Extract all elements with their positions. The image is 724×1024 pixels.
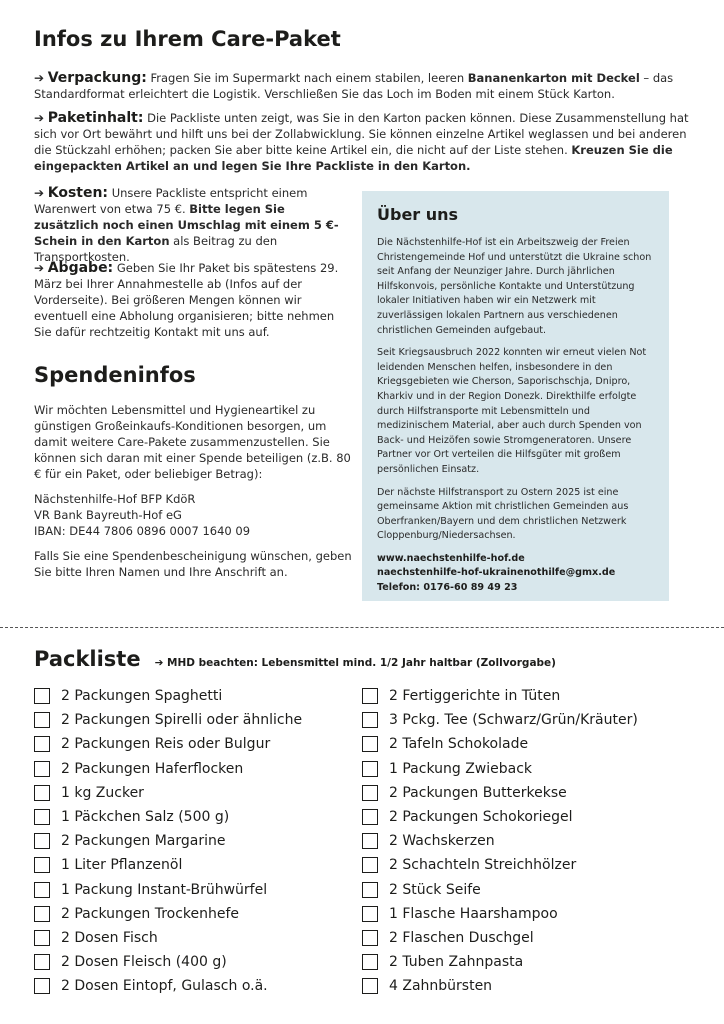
bank-iban: IBAN: DE44 7806 0896 0007 1640 09 xyxy=(34,524,251,538)
checklist-item[interactable] xyxy=(362,805,638,829)
checklist-item[interactable] xyxy=(362,708,638,732)
email-link[interactable]: naechstenhilfe-hof-ukrainenothilfe@gmx.de xyxy=(377,567,616,579)
checklist-item-label: 2 Packungen Reis oder Bulgur xyxy=(61,736,271,753)
checkbox[interactable] xyxy=(362,688,378,704)
contact-block xyxy=(377,552,655,596)
checkbox[interactable] xyxy=(362,906,378,922)
checklist-item-label: 2 Packungen Schokoriegel xyxy=(389,809,573,826)
checklist-left xyxy=(34,684,302,998)
verpackung-text1: Fragen Sie im Supermarkt nach einem stabilen, leeren xyxy=(150,71,465,85)
checklist-item-label: 2 Tafeln Schokolade xyxy=(389,736,529,753)
checklist-item-label: 1 Liter Pflanzenöl xyxy=(61,857,183,874)
kosten-keyword: Kosten: xyxy=(47,185,109,201)
checkbox[interactable] xyxy=(362,978,378,994)
checklist-item[interactable] xyxy=(362,853,638,877)
checklist-item-label: 3 Pckg. Tee (Schwarz/Grün/Kräuter) xyxy=(389,712,638,729)
arrow-right-icon: ➔ xyxy=(34,111,45,125)
checkbox[interactable] xyxy=(362,809,378,825)
about-paragraph-2: Seit Kriegsausbruch 2022 konnten wir erneut vielen Not leidenden Menschen helfen, insbesondere in den Kriegsgebieten wie Cherson, Saporischschja, Dnipro, Kharkiv und in der Region Donezk. Direkthilfe erfolgte durch Hilfstransporte mit Lebensmitteln und medizinischem Material, aber auch durch Spenden von Back- und Heizöfen sowie Stromgeneratoren. Unsere Partner vor Ort verteilen die Hilfsgüter mit großem persönlichen Einsatz. xyxy=(377,347,647,475)
verpackung-keyword: Verpackung: xyxy=(47,70,147,86)
checklist-item-label: 2 Dosen Fisch xyxy=(61,929,158,946)
checkbox[interactable] xyxy=(362,736,378,752)
checkbox[interactable] xyxy=(34,833,50,849)
checklist-item-label: 2 Packungen Spirelli oder ähnliche xyxy=(61,712,303,729)
checklist-item-label: 4 Zahnbürsten xyxy=(389,978,493,995)
arrow-right-icon: ➔ xyxy=(34,261,45,275)
checklist-item-label: 2 Stück Seife xyxy=(389,881,481,898)
checklist-item[interactable] xyxy=(362,974,638,998)
checklist-item[interactable] xyxy=(34,902,302,926)
checklist-item-label: 1 Päckchen Salz (500 g) xyxy=(61,809,230,826)
checklist-right xyxy=(362,684,638,998)
info-verpackung xyxy=(34,70,694,102)
checkbox[interactable] xyxy=(34,736,50,752)
checklist-item-label: 1 Flasche Haarshampoo xyxy=(389,905,558,922)
checklist-item[interactable] xyxy=(34,974,302,998)
about-box xyxy=(362,191,669,601)
checklist-item-label: 2 Packungen Butterkekse xyxy=(389,784,567,801)
checklist-item-label: 2 Dosen Eintopf, Gulasch o.ä. xyxy=(61,978,268,995)
paketinhalt-text1: Die Packliste unten zeigt, was Sie in den Karton packen können. Diese Zusammenstellung hat sich vor Ort bewährt und hilft uns bei der Zollabwicklung. Sie können einzelne Artikel weglassen und bei anderen die Stückzahl erhöhen; packen Sie aber bitte keine Artikel ein, die nicht auf der Liste stehen. xyxy=(34,111,689,157)
checkbox[interactable] xyxy=(362,712,378,728)
checklist-item[interactable] xyxy=(34,781,302,805)
checklist-item-label: 2 Wachskerzen xyxy=(389,833,495,850)
checklist-item-label: 2 Dosen Fleisch (400 g) xyxy=(61,954,227,971)
checklist-item[interactable] xyxy=(362,950,638,974)
spenden-section xyxy=(34,402,352,589)
checklist-item-label: 1 kg Zucker xyxy=(61,784,144,801)
checklist-item[interactable] xyxy=(34,684,302,708)
checklist-item[interactable] xyxy=(362,878,638,902)
checklist-item[interactable] xyxy=(362,732,638,756)
website-link[interactable]: www.naechstenhilfe-hof.de xyxy=(377,552,525,564)
checkbox[interactable] xyxy=(34,857,50,873)
kosten-text1: Unsere Packliste entspricht einem Warenwert von etwa 75 €. xyxy=(34,186,308,216)
checkbox[interactable] xyxy=(34,688,50,704)
checkbox[interactable] xyxy=(362,833,378,849)
bank-details xyxy=(34,491,352,539)
checklist-item[interactable] xyxy=(34,732,302,756)
kosten-bold1: Bitte legen Sie zusätzlich noch einen Umschlag mit einem 5 €-Schein in den Karton xyxy=(34,202,339,248)
checklist-item[interactable] xyxy=(362,926,638,950)
checklist-item-label: 2 Schachteln Streichhölzer xyxy=(389,857,577,874)
checklist-item-label: 2 Packungen Haferflocken xyxy=(61,760,244,777)
checkbox[interactable] xyxy=(362,954,378,970)
checklist-item-label: 2 Tuben Zahnpasta xyxy=(389,954,524,971)
checklist-item-label: 2 Packungen Spaghetti xyxy=(61,688,223,705)
checklist-item[interactable] xyxy=(34,805,302,829)
checklist-item[interactable] xyxy=(34,926,302,950)
checklist-item[interactable] xyxy=(34,829,302,853)
info-abgabe xyxy=(34,260,352,340)
checklist-item[interactable] xyxy=(34,853,302,877)
checklist-item[interactable] xyxy=(362,684,638,708)
checklist-item-label: 2 Packungen Trockenhefe xyxy=(61,905,240,922)
checkbox[interactable] xyxy=(34,930,50,946)
about-paragraph-1: Die Nächstenhilfe-Hof ist ein Arbeitszweig der Freien Christengemeinde Hof und unterstützt die Ukraine schon seit Anfang der Neunziger Jahre. Durch jährlichen Hilfskonvois, persönliche Kontakte und Unterstützung lokaler Initiativen haben wir ein Netzwerk mit zuverlässigen lokalen Partnern aus verschiedenen christlichen Gemeinden aufgebaut. xyxy=(377,237,652,336)
checklist-item-label: 2 Flaschen Duschgel xyxy=(389,929,534,946)
cut-line xyxy=(0,627,724,628)
spenden-text2: Falls Sie eine Spendenbescheinigung wünschen, geben Sie bitte Ihren Namen und Ihre Anschrift an. xyxy=(34,549,352,579)
packliste-note: ➔ MHD beachten: Lebensmittel mind. 1/2 Jahr haltbar (Zollvorgabe) xyxy=(154,657,556,669)
page-title: Infos zu Ihrem Care-Paket xyxy=(34,27,341,51)
packliste-header xyxy=(34,647,556,671)
about-paragraph-3: Der nächste Hilfstransport zu Ostern 2025 ist eine gemeinsame Aktion mit christlichen Gemeinden aus Oberfranken/Bayern und dem christlichen Netzwerk Cloppenburg/Niedersachsen. xyxy=(377,486,629,542)
checklist-item-label: 1 Packung Instant-Brühwürfel xyxy=(61,881,268,898)
spenden-text1: Wir möchten Lebensmittel und Hygieneartikel zu günstigen Großeinkaufs-Konditionen besorgen, um damit weitere Care-Pakete zusammenzustellen. Sie können sich daran mit einer Spende beteiligen (z.B. 80 € für ein Paket, oder beliebiger Betrag): xyxy=(34,403,351,481)
spenden-title: Spendeninfos xyxy=(34,363,196,387)
checklist-item[interactable] xyxy=(34,950,302,974)
abgabe-keyword: Abgabe: xyxy=(47,260,114,276)
arrow-right-icon: ➔ xyxy=(34,71,45,85)
checkbox[interactable] xyxy=(34,882,50,898)
checklist-item[interactable] xyxy=(362,829,638,853)
checkbox[interactable] xyxy=(34,785,50,801)
phone-number: Telefon: 0176-60 89 49 23 xyxy=(377,582,518,594)
checkbox[interactable] xyxy=(362,930,378,946)
checklist-item[interactable] xyxy=(362,757,638,781)
checkbox[interactable] xyxy=(34,954,50,970)
checklist-item-label: 1 Packung Zwieback xyxy=(389,760,533,777)
checkbox[interactable] xyxy=(362,785,378,801)
checkbox[interactable] xyxy=(34,906,50,922)
checklist-item[interactable] xyxy=(362,781,638,805)
arrow-right-icon: ➔ xyxy=(34,186,45,200)
checkbox[interactable] xyxy=(34,809,50,825)
bank-account-name: Nächstenhilfe-Hof BFP KdöR xyxy=(34,492,196,506)
packliste-title: Packliste xyxy=(34,647,141,671)
about-title: Über uns xyxy=(377,205,459,224)
checklist-item-label: 2 Fertiggerichte in Tüten xyxy=(389,688,561,705)
abgabe-text1: Geben Sie Ihr Paket bis spätestens 29. März bei Ihrer Annahmestelle ab (Infos auf der Vorderseite). Bei größeren Mengen können wir eventuell eine Abholung organisieren; bitte nehmen Sie dafür rechtzeitig Kontakt mit uns auf. xyxy=(34,261,339,339)
checkbox[interactable] xyxy=(34,978,50,994)
checklist-item-label: 2 Packungen Margarine xyxy=(61,833,226,850)
checkbox[interactable] xyxy=(34,712,50,728)
info-paketinhalt xyxy=(34,110,694,174)
checklist-item[interactable] xyxy=(362,902,638,926)
checklist-item[interactable] xyxy=(34,878,302,902)
checkbox[interactable] xyxy=(362,761,378,777)
checkbox[interactable] xyxy=(34,761,50,777)
checklist-item[interactable] xyxy=(34,757,302,781)
checklist-item[interactable] xyxy=(34,708,302,732)
bank-name: VR Bank Bayreuth-Hof eG xyxy=(34,508,182,522)
verpackung-text2: – das Standardformat erleichtert die Logistik. Verschließen Sie das Loch im Boden mit einem Stück Karton. xyxy=(34,71,674,101)
info-kosten xyxy=(34,185,352,265)
kosten-text2: als Beitrag zu den Transportkosten. xyxy=(34,234,278,264)
checkbox[interactable] xyxy=(362,882,378,898)
paketinhalt-bold1: Kreuzen Sie die eingepackten Artikel an und legen Sie Ihre Packliste in den Karton. xyxy=(34,143,673,173)
paketinhalt-keyword: Paketinhalt: xyxy=(47,110,144,126)
checkbox[interactable] xyxy=(362,857,378,873)
verpackung-bold1: Bananenkarton mit Deckel xyxy=(467,71,640,85)
